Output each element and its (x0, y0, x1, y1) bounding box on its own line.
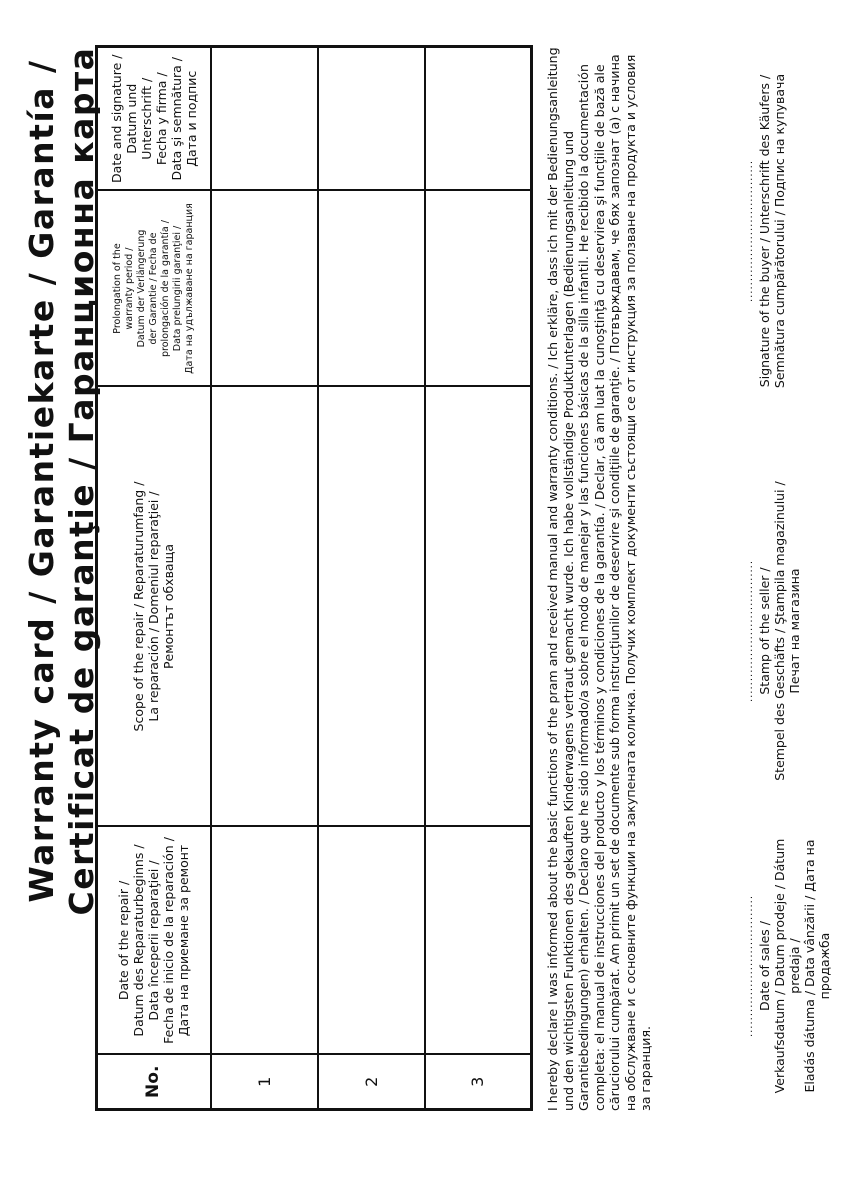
header-text-line: Дата на приемане за ремонт (176, 844, 192, 1037)
date-signature-cell[interactable] (211, 47, 318, 191)
header-text-line: Date of the repair / (116, 880, 132, 1001)
header-text-line: warranty period / (123, 247, 135, 330)
header-text-line: Дата на удължаване на гаранция (183, 203, 195, 374)
seller-stamp-field[interactable] (745, 471, 802, 791)
date-signature-cell[interactable] (425, 47, 532, 191)
prolongation-date-cell[interactable] (425, 191, 532, 387)
table-row (211, 47, 318, 1110)
repair-scope-cell[interactable] (318, 387, 425, 827)
signature-label: Date of sales / (757, 921, 772, 1011)
page-subtitle: Certificat de garanţie / Гаранционна карта (62, 46, 101, 916)
header-text-line: Scope of the repair / Reparaturumfang / (131, 481, 147, 732)
signature-line: .................................. (744, 894, 755, 1038)
signature-label: Signature of the buyer / Unterschrift des Käufers / (757, 74, 772, 388)
header-text-line: Fecha y firma / (153, 72, 169, 166)
header-text-line: Datum des Reparaturbeginns / (131, 844, 147, 1037)
date-signature-cell[interactable] (318, 47, 425, 191)
signature-label: Semnătura cumpărătorului / Подпис на купувача (772, 73, 787, 389)
header-number: No. (97, 1055, 211, 1110)
header-repair-scope (97, 387, 211, 827)
table-header-row (97, 47, 211, 1110)
table-row (318, 47, 425, 1110)
row-number: 3 (425, 1055, 532, 1110)
header-text-line: Fecha de inicio de la reparación / (161, 837, 177, 1044)
header-text-line: Datum und Unterschrift / (123, 77, 154, 160)
signature-label: Verkaufsdatum / Datum prodeje / Dátum predaja / (772, 838, 802, 1094)
repair-date-cell[interactable] (425, 827, 532, 1055)
header-text-line: Ремонтът обхваща (161, 543, 177, 670)
header-text-line: Datum der Verlängerung (135, 229, 147, 348)
header-text-line: Дата и подпис (183, 70, 199, 167)
repair-date-cell[interactable] (211, 827, 318, 1055)
signature-label: Печат на магазина (787, 568, 802, 694)
header-text-line: prolongación de la garantía / (159, 220, 171, 357)
row-number: 2 (318, 1055, 425, 1110)
header-text-line: Prolongation of the (111, 243, 123, 334)
signature-line: .................................. (744, 159, 755, 303)
title-block (22, 31, 102, 931)
signature-label: Eladás dátuma / Data vânzării / Дата на продажба (802, 839, 832, 1093)
header-text-line: Data începerii reparaţiei / (146, 860, 162, 1021)
header-text-line: La reparación / Domeniul reparaţiei / (146, 491, 162, 722)
prolongation-date-cell[interactable] (318, 191, 425, 387)
buyer-signature-field[interactable] (745, 41, 787, 421)
repair-date-cell[interactable] (318, 827, 425, 1055)
table-row (425, 47, 532, 1110)
warranty-repair-table (95, 45, 533, 1111)
signature-label: Stamp of the seller / (757, 567, 772, 695)
repair-scope-cell[interactable] (211, 387, 318, 827)
header-text-line: der Garantie / Fecha de (147, 232, 159, 345)
header-date-signature (97, 47, 211, 191)
signature-line: .................................. (744, 559, 755, 703)
header-warranty-prolongation (97, 191, 211, 387)
repair-scope-cell[interactable] (425, 387, 532, 827)
header-repair-date (97, 827, 211, 1055)
date-of-sales-field[interactable] (745, 821, 832, 1111)
header-text-line: Date and signature / (108, 54, 124, 183)
page-title: Warranty card / Garantiekarte / Garantía / (22, 59, 61, 903)
header-text-line: Data şi semnătura / (168, 56, 184, 181)
signature-label: Stempel des Geschäfts / Ştampila magazinului / (772, 481, 787, 781)
row-number: 1 (211, 1055, 318, 1110)
declaration-text: I hereby declare I was informed about the basic functions of the pram and received manual and warranty conditions. / Ich erkläre, dass ich mit der Bedienungsanleitung und den wichtigsten Funktionen des gekauften Kinderwagens vertraut gemacht wurde. Ich habe vollständige Produktunterlagen (Bedienungsanleitung und Garantiebedingungen) erhalten. / Declaro que he sido informado/a sobre el modo de manejar y las funciones básicas de la silla infantil. He recibido la documentación completa: el manual de instrucciones del producto y los términos y condiciones de la garantía. / Declar, că am luat la cunoştinţă cu deservirea şi funcţiile de bază ale căruciorului cumpărat. Am primit un set de documente sub forma instrucţiunilor de deservire şi condiţiile de garanţie. / Потвърждавам, че бях запознат (а) с начина на обслужване и с основните функции на закупената количка. Получих комплект документи състоящи се от инструкция за ползване на продукта и условия за гаранция. (545, 47, 653, 1111)
prolongation-date-cell[interactable] (211, 191, 318, 387)
header-text-line: Data prelungirii garanţiei / (171, 225, 183, 352)
